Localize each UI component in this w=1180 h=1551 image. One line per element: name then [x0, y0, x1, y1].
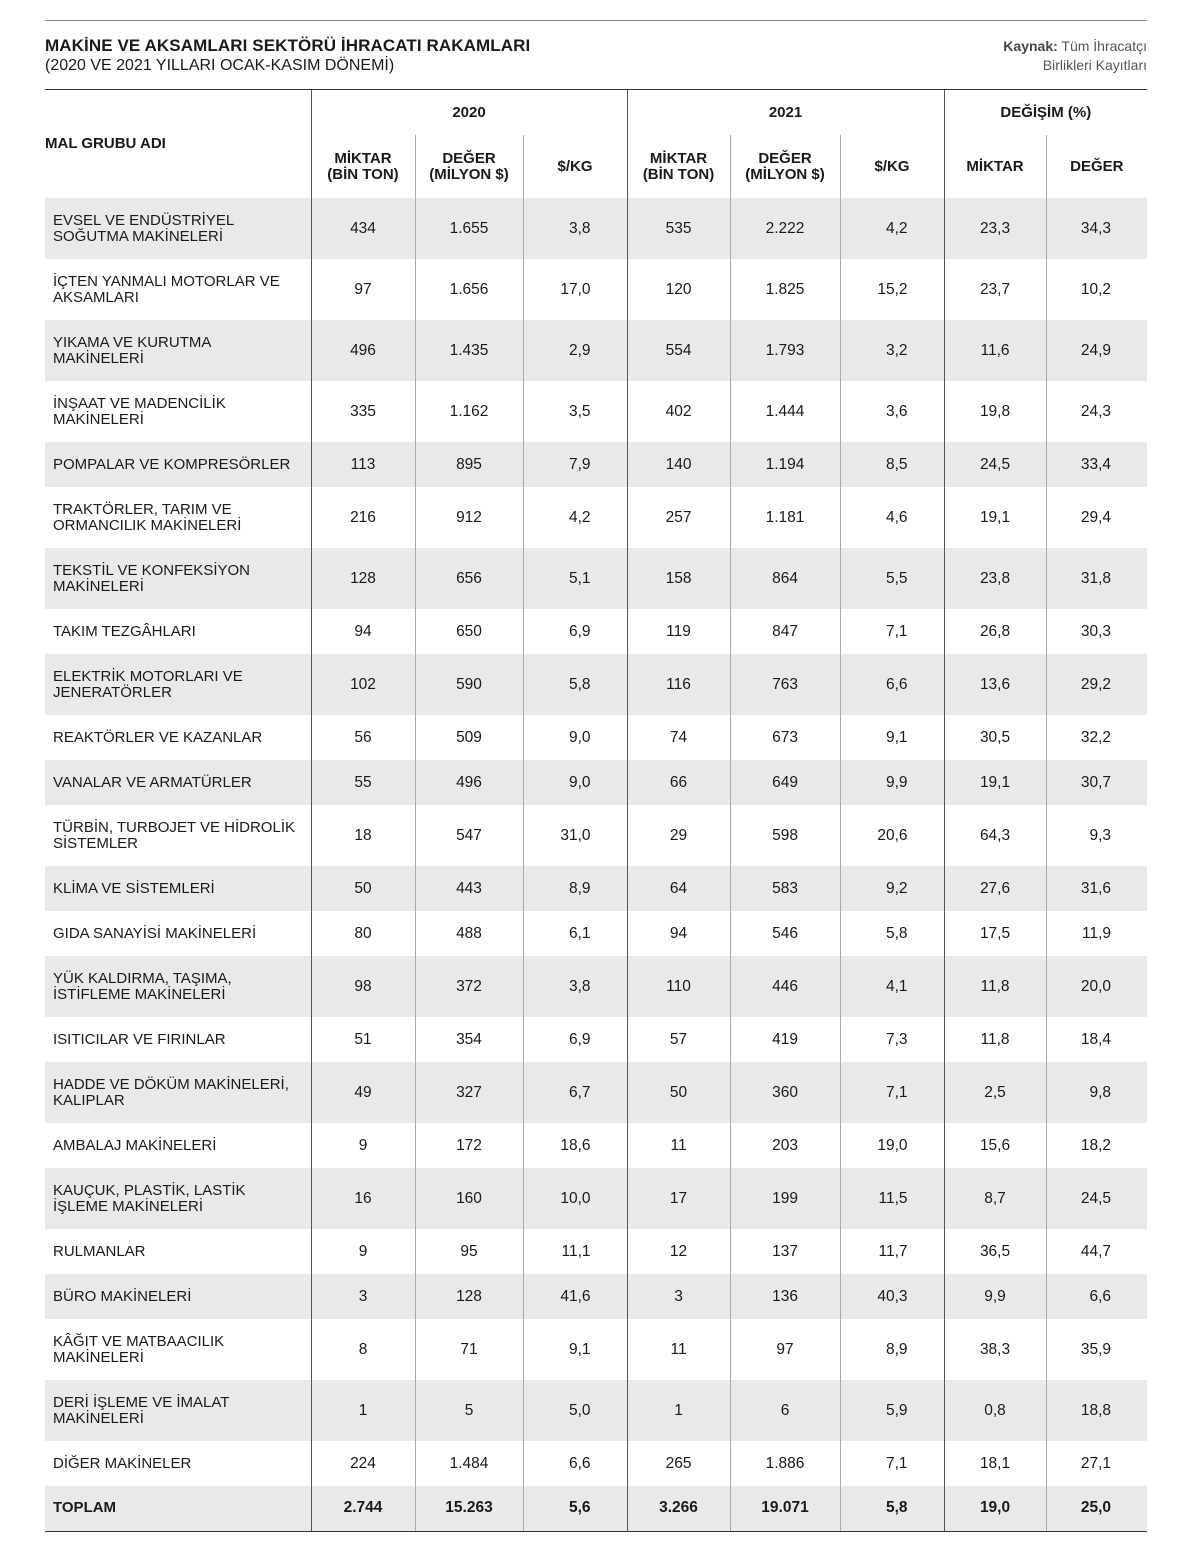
- cell-val-2020: 128: [415, 1274, 523, 1319]
- cell-change-val: 29,4: [1046, 487, 1147, 548]
- cell-change-qty: 8,7: [944, 1168, 1046, 1229]
- table-row: [45, 381, 1147, 442]
- cell-val-2021: 1.194: [730, 442, 840, 487]
- export-table: [45, 89, 1147, 1532]
- cell-change-qty: 24,5: [944, 442, 1046, 487]
- cell-name: İNŞAAT VE MADENCİLİK MAKİNELERİ: [53, 394, 226, 428]
- cell-val-2020: 912: [415, 487, 523, 548]
- cell-change-qty: 17,5: [944, 911, 1046, 956]
- cell-change-qty: 19,1: [944, 487, 1046, 548]
- table-row: [45, 487, 1147, 548]
- cell-unit-2021: 19,0: [840, 1123, 944, 1168]
- col-header-unit-2021: $/KG: [840, 135, 944, 198]
- cell-unit-2021: 5,5: [840, 548, 944, 609]
- cell-change-val: 30,7: [1046, 760, 1147, 805]
- cell-change-val: 34,3: [1046, 198, 1147, 259]
- cell-qty-2021: 94: [627, 911, 730, 956]
- cell-val-2020: 650: [415, 609, 523, 654]
- table-row: [45, 715, 1147, 760]
- cell-change-val: 31,6: [1046, 866, 1147, 911]
- cell-change-qty: 19,8: [944, 381, 1046, 442]
- cell-change-val: 20,0: [1046, 956, 1147, 1017]
- cell-unit-2020: 8,9: [523, 866, 627, 911]
- cell-qty-2021: 17: [627, 1168, 730, 1229]
- table-row: [45, 1319, 1147, 1380]
- cell-val-2021: 583: [730, 866, 840, 911]
- cell-unit-2021: 5,8: [840, 911, 944, 956]
- table-row: [45, 1017, 1147, 1062]
- table-row: [45, 1168, 1147, 1229]
- cell-qty-2021: 66: [627, 760, 730, 805]
- cell-val-2021: 1.825: [730, 259, 840, 320]
- total-cell-unit-2021: 5,8: [840, 1486, 944, 1531]
- cell-unit-2020: 17,0: [523, 259, 627, 320]
- cell-val-2020: 488: [415, 911, 523, 956]
- cell-qty-2021: 1: [627, 1380, 730, 1441]
- cell-qty-2021: 120: [627, 259, 730, 320]
- cell-change-qty: 23,8: [944, 548, 1046, 609]
- cell-qty-2021: 158: [627, 548, 730, 609]
- cell-val-2021: 1.444: [730, 381, 840, 442]
- table-row: [45, 1441, 1147, 1486]
- table-body: [45, 198, 1147, 1531]
- cell-unit-2020: 18,6: [523, 1123, 627, 1168]
- cell-name: YIKAMA VE KURUTMA MAKİNELERİ: [45, 320, 311, 381]
- cell-val-2020: 496: [415, 760, 523, 805]
- page-title: MAKİNE VE AKSAMLARI SEKTÖRÜ İHRACATI RAKAMLARI: [45, 36, 531, 55]
- cell-change-val: 9,8: [1046, 1062, 1147, 1123]
- cell-change-qty: 36,5: [944, 1229, 1046, 1274]
- cell-change-qty: 2,5: [944, 1062, 1046, 1123]
- table-total-row: [45, 1486, 1147, 1531]
- cell-qty-2020: 224: [311, 1441, 415, 1486]
- cell-val-2020: 1.162: [415, 381, 523, 442]
- cell-val-2020: 509: [415, 715, 523, 760]
- cell-change-val: 27,1: [1046, 1441, 1147, 1486]
- cell-unit-2021: 9,1: [840, 715, 944, 760]
- cell-qty-2020: 496: [311, 320, 415, 381]
- cell-change-qty: 27,6: [944, 866, 1046, 911]
- cell-val-2020: 590: [415, 654, 523, 715]
- cell-qty-2021: 554: [627, 320, 730, 381]
- cell-unit-2020: 11,1: [523, 1229, 627, 1274]
- cell-qty-2020: 9: [311, 1229, 415, 1274]
- cell-val-2021: 136: [730, 1274, 840, 1319]
- cell-change-qty: 18,1: [944, 1441, 1046, 1486]
- cell-unit-2020: 9,1: [523, 1319, 627, 1380]
- cell-unit-2021: 7,3: [840, 1017, 944, 1062]
- cell-qty-2021: 64: [627, 866, 730, 911]
- cell-name: ISITICILAR VE FIRINLAR: [53, 1030, 226, 1048]
- cell-val-2021: 419: [730, 1017, 840, 1062]
- cell-qty-2020: 3: [311, 1274, 415, 1319]
- cell-name: EVSEL VE ENDÜSTRİYEL SOĞUTMA MAKİNELERİ: [45, 198, 311, 259]
- cell-qty-2020: 8: [311, 1319, 415, 1380]
- cell-change-qty: 11,8: [944, 1017, 1046, 1062]
- cell-qty-2021: 3: [627, 1274, 730, 1319]
- cell-val-2021: 649: [730, 760, 840, 805]
- cell-qty-2020: 97: [311, 259, 415, 320]
- cell-val-2021: 864: [730, 548, 840, 609]
- cell-val-2020: 1.655: [415, 198, 523, 259]
- page-subtitle: (2020 VE 2021 YILLARI OCAK-KASIM DÖNEMİ): [45, 57, 395, 74]
- total-cell-qty-2020: 2.744: [311, 1486, 415, 1531]
- cell-val-2020: 71: [415, 1319, 523, 1380]
- top-rule: [45, 20, 1147, 21]
- cell-qty-2020: 434: [311, 198, 415, 259]
- cell-name: DİĞER MAKİNELER: [53, 1454, 192, 1472]
- cell-change-val: 35,9: [1046, 1319, 1147, 1380]
- cell-qty-2021: 119: [627, 609, 730, 654]
- table-row: [45, 911, 1147, 956]
- cell-unit-2020: 10,0: [523, 1168, 627, 1229]
- cell-change-qty: 9,9: [944, 1274, 1046, 1319]
- cell-val-2021: 2.222: [730, 198, 840, 259]
- cell-name: HADDE VE DÖKÜM MAKİNELERİ, KALIPLAR: [45, 1062, 311, 1123]
- cell-name: ELEKTRİK MOTORLARI VE JENERATÖRLER: [45, 654, 311, 715]
- cell-unit-2021: 7,1: [840, 1062, 944, 1123]
- col-header-unit-2020: $/KG: [523, 135, 627, 198]
- table-row: [45, 1380, 1147, 1441]
- cell-name: POMPALAR VE KOMPRESÖRLER: [45, 442, 311, 487]
- source-note: [1003, 37, 1147, 75]
- cell-change-qty: 38,3: [944, 1319, 1046, 1380]
- cell-name: RULMANLAR: [53, 1242, 146, 1260]
- cell-name: TÜRBİN, TURBOJET VE HİDROLİK SİSTEMLER: [53, 818, 295, 852]
- col-header-2020: 2020: [311, 90, 627, 136]
- cell-unit-2020: 3,8: [523, 198, 627, 259]
- cell-qty-2020: 18: [311, 805, 415, 866]
- table-row: [45, 1229, 1147, 1274]
- cell-change-qty: 26,8: [944, 609, 1046, 654]
- col-header-qty-2020: MİKTAR (BİN TON): [311, 135, 415, 198]
- cell-name: TAKIM TEZGÂHLARI: [53, 622, 196, 640]
- col-header-change: DEĞİŞİM (%): [944, 90, 1147, 136]
- table-row: [45, 760, 1147, 805]
- cell-qty-2020: 49: [311, 1062, 415, 1123]
- cell-change-val: 10,2: [1046, 259, 1147, 320]
- cell-unit-2021: 7,1: [840, 609, 944, 654]
- cell-name: YÜK KALDIRMA, TAŞIMA, İSTİFLEME MAKİNELERİ: [45, 956, 311, 1017]
- cell-val-2021: 546: [730, 911, 840, 956]
- cell-change-qty: 11,8: [944, 956, 1046, 1017]
- cell-qty-2021: 116: [627, 654, 730, 715]
- cell-unit-2020: 6,7: [523, 1062, 627, 1123]
- cell-change-val: 18,4: [1046, 1017, 1147, 1062]
- table-row: [45, 548, 1147, 609]
- cell-val-2020: 443: [415, 866, 523, 911]
- cell-qty-2020: 50: [311, 866, 415, 911]
- table-row: [45, 805, 1147, 866]
- cell-unit-2020: 9,0: [523, 760, 627, 805]
- cell-qty-2020: 113: [311, 442, 415, 487]
- cell-qty-2021: 265: [627, 1441, 730, 1486]
- cell-unit-2021: 40,3: [840, 1274, 944, 1319]
- cell-qty-2020: 9: [311, 1123, 415, 1168]
- cell-unit-2020: 9,0: [523, 715, 627, 760]
- cell-unit-2021: 7,1: [840, 1441, 944, 1486]
- cell-change-qty: 15,6: [944, 1123, 1046, 1168]
- cell-val-2021: 763: [730, 654, 840, 715]
- cell-val-2021: 199: [730, 1168, 840, 1229]
- col-header-val-2020: DEĞER (MİLYON $): [415, 135, 523, 198]
- cell-val-2020: 895: [415, 442, 523, 487]
- cell-val-2021: 6: [730, 1380, 840, 1441]
- total-cell-val-2020: 15.263: [415, 1486, 523, 1531]
- cell-change-qty: 30,5: [944, 715, 1046, 760]
- cell-name: AMBALAJ MAKİNELERİ: [53, 1136, 217, 1154]
- cell-unit-2021: 15,2: [840, 259, 944, 320]
- cell-unit-2020: 31,0: [523, 805, 627, 866]
- cell-unit-2021: 11,5: [840, 1168, 944, 1229]
- cell-name: DERİ İŞLEME VE İMALAT MAKİNELERİ: [45, 1380, 311, 1441]
- cell-change-qty: 23,7: [944, 259, 1046, 320]
- cell-val-2021: 847: [730, 609, 840, 654]
- cell-unit-2021: 8,5: [840, 442, 944, 487]
- cell-change-val: 24,9: [1046, 320, 1147, 381]
- cell-unit-2021: 5,9: [840, 1380, 944, 1441]
- col-header-qty-2021: MİKTAR (BİN TON): [627, 135, 730, 198]
- cell-change-val: 32,2: [1046, 715, 1147, 760]
- cell-unit-2021: 6,6: [840, 654, 944, 715]
- cell-unit-2021: 9,9: [840, 760, 944, 805]
- cell-change-val: 6,6: [1046, 1274, 1147, 1319]
- cell-unit-2021: 4,1: [840, 956, 944, 1017]
- table-row: [45, 442, 1147, 487]
- col-header-change-val: DEĞER: [1046, 135, 1147, 198]
- cell-change-val: 33,4: [1046, 442, 1147, 487]
- cell-val-2021: 137: [730, 1229, 840, 1274]
- cell-unit-2020: 3,8: [523, 956, 627, 1017]
- total-cell-change-val: 25,0: [1046, 1486, 1147, 1531]
- col-header-2021: 2021: [627, 90, 944, 136]
- cell-val-2021: 598: [730, 805, 840, 866]
- cell-unit-2020: 2,9: [523, 320, 627, 381]
- table-row: [45, 198, 1147, 259]
- total-cell-val-2021: 19.071: [730, 1486, 840, 1531]
- cell-qty-2020: 98: [311, 956, 415, 1017]
- cell-name: VANALAR VE ARMATÜRLER: [45, 760, 311, 805]
- cell-unit-2020: 6,9: [523, 1017, 627, 1062]
- cell-unit-2020: 6,1: [523, 911, 627, 956]
- cell-change-val: 29,2: [1046, 654, 1147, 715]
- cell-qty-2021: 140: [627, 442, 730, 487]
- cell-change-qty: 64,3: [944, 805, 1046, 866]
- table-row: [45, 1062, 1147, 1123]
- cell-change-qty: 13,6: [944, 654, 1046, 715]
- total-cell-qty-2021: 3.266: [627, 1486, 730, 1531]
- table-row: [45, 609, 1147, 654]
- cell-val-2021: 97: [730, 1319, 840, 1380]
- cell-unit-2020: 5,0: [523, 1380, 627, 1441]
- cell-unit-2021: 20,6: [840, 805, 944, 866]
- total-label: TOPLAM: [45, 1486, 311, 1531]
- source-label: Kaynak:: [1003, 38, 1058, 54]
- source-line-1: Tüm İhracatçı: [1061, 38, 1147, 54]
- cell-unit-2021: 3,2: [840, 320, 944, 381]
- cell-name: TEKSTİL VE KONFEKSİYON MAKİNELERİ: [45, 548, 311, 609]
- cell-unit-2020: 5,1: [523, 548, 627, 609]
- cell-unit-2020: 6,6: [523, 1441, 627, 1486]
- cell-qty-2021: 402: [627, 381, 730, 442]
- cell-name: KAUÇUK, PLASTİK, LASTİK İŞLEME MAKİNELERİ: [45, 1168, 311, 1229]
- cell-unit-2020: 41,6: [523, 1274, 627, 1319]
- cell-unit-2021: 8,9: [840, 1319, 944, 1380]
- table-row: [45, 1274, 1147, 1319]
- cell-change-qty: 11,6: [944, 320, 1046, 381]
- cell-unit-2020: 3,5: [523, 381, 627, 442]
- cell-name: KÂĞIT VE MATBAACILIK MAKİNELERİ: [53, 1332, 225, 1366]
- cell-val-2020: 1.435: [415, 320, 523, 381]
- table-row: [45, 320, 1147, 381]
- cell-unit-2021: 3,6: [840, 381, 944, 442]
- cell-qty-2020: 216: [311, 487, 415, 548]
- cell-val-2021: 1.181: [730, 487, 840, 548]
- cell-qty-2021: 257: [627, 487, 730, 548]
- cell-val-2020: 547: [415, 805, 523, 866]
- cell-change-val: 9,3: [1046, 805, 1147, 866]
- table-row: [45, 1123, 1147, 1168]
- cell-qty-2020: 94: [311, 609, 415, 654]
- col-header-name: MAL GRUBU ADI: [45, 90, 311, 199]
- col-header-val-2021: DEĞER (MİLYON $): [730, 135, 840, 198]
- cell-change-val: 30,3: [1046, 609, 1147, 654]
- cell-unit-2021: 9,2: [840, 866, 944, 911]
- table-row: [45, 956, 1147, 1017]
- cell-qty-2020: 80: [311, 911, 415, 956]
- cell-val-2020: 172: [415, 1123, 523, 1168]
- table-row: [45, 866, 1147, 911]
- cell-name: GIDA SANAYİSİ MAKİNELERİ: [53, 924, 257, 942]
- table-row: [45, 654, 1147, 715]
- cell-qty-2021: 535: [627, 198, 730, 259]
- cell-qty-2020: 51: [311, 1017, 415, 1062]
- cell-val-2021: 673: [730, 715, 840, 760]
- cell-qty-2021: 12: [627, 1229, 730, 1274]
- cell-unit-2021: 11,7: [840, 1229, 944, 1274]
- cell-val-2020: 372: [415, 956, 523, 1017]
- cell-qty-2020: 56: [311, 715, 415, 760]
- cell-qty-2021: 57: [627, 1017, 730, 1062]
- cell-val-2020: 1.484: [415, 1441, 523, 1486]
- cell-unit-2020: 7,9: [523, 442, 627, 487]
- cell-qty-2020: 1: [311, 1380, 415, 1441]
- cell-qty-2021: 29: [627, 805, 730, 866]
- header-row-years: [45, 90, 1147, 136]
- cell-qty-2021: 11: [627, 1123, 730, 1168]
- cell-qty-2021: 50: [627, 1062, 730, 1123]
- cell-qty-2020: 55: [311, 760, 415, 805]
- table-row: [45, 259, 1147, 320]
- cell-name: BÜRO MAKİNELERİ: [45, 1274, 311, 1319]
- cell-change-val: 24,3: [1046, 381, 1147, 442]
- cell-change-val: 44,7: [1046, 1229, 1147, 1274]
- cell-val-2020: 1.656: [415, 259, 523, 320]
- cell-val-2020: 5: [415, 1380, 523, 1441]
- cell-val-2020: 354: [415, 1017, 523, 1062]
- cell-change-qty: 19,1: [944, 760, 1046, 805]
- cell-val-2020: 160: [415, 1168, 523, 1229]
- cell-change-val: 11,9: [1046, 911, 1147, 956]
- cell-qty-2020: 128: [311, 548, 415, 609]
- source-line-2: Birlikleri Kayıtları: [1042, 57, 1147, 73]
- total-cell-unit-2020: 5,6: [523, 1486, 627, 1531]
- cell-qty-2020: 16: [311, 1168, 415, 1229]
- cell-change-val: 31,8: [1046, 548, 1147, 609]
- cell-qty-2020: 335: [311, 381, 415, 442]
- total-cell-change-qty: 19,0: [944, 1486, 1046, 1531]
- cell-change-qty: 0,8: [944, 1380, 1046, 1441]
- cell-name: TRAKTÖRLER, TARIM VE ORMANCILIK MAKİNELERİ: [53, 500, 242, 534]
- cell-val-2021: 1.793: [730, 320, 840, 381]
- col-header-change-qty: MİKTAR: [944, 135, 1046, 198]
- cell-name: İÇTEN YANMALI MOTORLAR VE AKSAMLARI: [53, 272, 280, 306]
- cell-qty-2021: 74: [627, 715, 730, 760]
- cell-change-qty: 23,3: [944, 198, 1046, 259]
- cell-qty-2021: 110: [627, 956, 730, 1017]
- cell-val-2021: 1.886: [730, 1441, 840, 1486]
- cell-qty-2020: 102: [311, 654, 415, 715]
- cell-name: REAKTÖRLER VE KAZANLAR: [53, 728, 263, 746]
- cell-val-2020: 327: [415, 1062, 523, 1123]
- cell-val-2020: 95: [415, 1229, 523, 1274]
- cell-val-2020: 656: [415, 548, 523, 609]
- cell-change-val: 18,2: [1046, 1123, 1147, 1168]
- cell-unit-2020: 4,2: [523, 487, 627, 548]
- cell-unit-2020: 5,8: [523, 654, 627, 715]
- cell-name: KLİMA VE SİSTEMLERİ: [45, 866, 311, 911]
- cell-change-val: 18,8: [1046, 1380, 1147, 1441]
- cell-qty-2021: 11: [627, 1319, 730, 1380]
- cell-change-val: 24,5: [1046, 1168, 1147, 1229]
- cell-val-2021: 203: [730, 1123, 840, 1168]
- cell-unit-2021: 4,6: [840, 487, 944, 548]
- cell-unit-2020: 6,9: [523, 609, 627, 654]
- cell-val-2021: 360: [730, 1062, 840, 1123]
- cell-val-2021: 446: [730, 956, 840, 1017]
- cell-unit-2021: 4,2: [840, 198, 944, 259]
